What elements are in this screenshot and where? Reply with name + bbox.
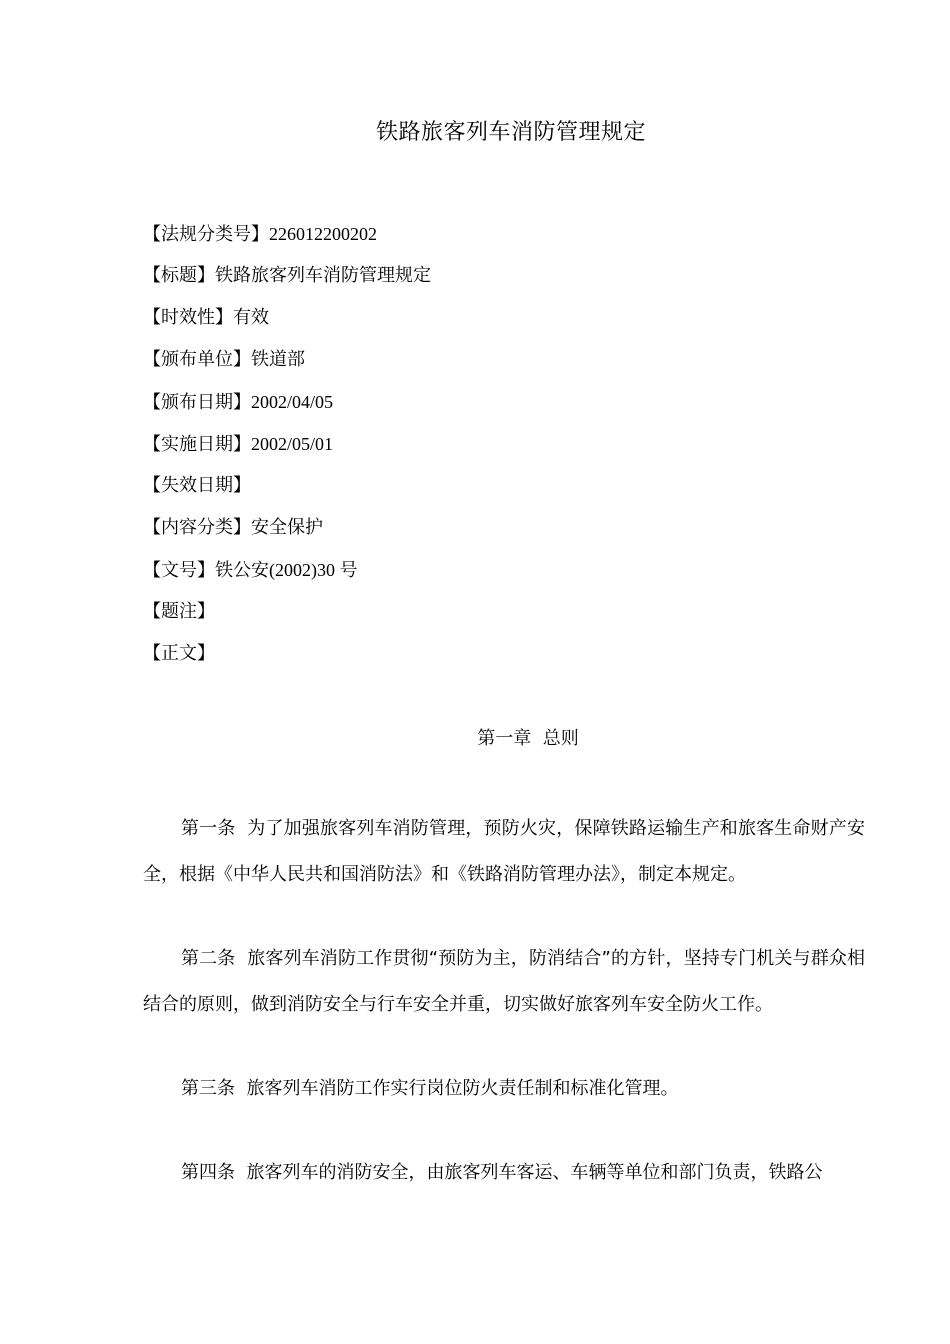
metadata-list	[143, 219, 863, 681]
metadata-value: 2002/05/01	[251, 434, 334, 454]
article-paragraph: 第三条 旅客列车消防工作实行岗位防火责任制和标准化管理。	[181, 1078, 679, 1099]
metadata-row-effective-date	[143, 429, 863, 471]
metadata-value: 有效	[233, 307, 269, 328]
metadata-row-body	[143, 639, 863, 681]
metadata-label: 【颁布单位】	[143, 349, 251, 370]
article-paragraph: 第四条 旅客列车的消防安全，由旅客列车客运、车辆等单位和部门负责，铁路公	[181, 1162, 823, 1183]
article-paragraph: 第二条 旅客列车消防工作贯彻“预防为主，防消结合”的方针，坚持专门机关与群众相结合的原则，做到消防安全与行车安全并重，切实做好旅客列车安全防火工作。	[143, 948, 865, 1015]
metadata-value: 安全保护	[251, 517, 323, 538]
metadata-row-document-number	[143, 555, 863, 597]
metadata-row-annotation	[143, 597, 863, 639]
metadata-row-content-category	[143, 513, 863, 555]
metadata-row-issue-date	[143, 387, 863, 429]
metadata-row-validity	[143, 303, 863, 345]
metadata-label: 【法规分类号】	[143, 224, 269, 245]
metadata-value: 铁路旅客列车消防管理规定	[215, 265, 431, 286]
metadata-value: 226012200202	[269, 224, 377, 244]
metadata-row-issuer	[143, 345, 863, 387]
metadata-label: 【标题】	[143, 265, 215, 286]
metadata-label: 【失效日期】	[143, 475, 251, 496]
metadata-label: 【实施日期】	[143, 434, 251, 455]
metadata-label: 【正文】	[143, 643, 215, 664]
article-paragraph: 第一条 为了加强旅客列车消防管理，预防火灾，保障铁路运输生产和旅客生命财产安全，根据《中华人民共和国消防法》和《铁路消防管理办法》，制定本规定。	[143, 818, 865, 885]
chapter-heading: 第一章 总则	[477, 728, 579, 749]
body-text	[143, 806, 865, 1234]
metadata-label: 【时效性】	[143, 307, 233, 328]
metadata-row-title	[143, 261, 863, 303]
metadata-label: 【文号】	[143, 560, 215, 581]
metadata-label: 【题注】	[143, 601, 215, 622]
metadata-value: 铁公安(2002)30 号	[215, 560, 358, 580]
metadata-value: 铁道部	[251, 349, 305, 370]
metadata-value: 2002/04/05	[251, 392, 334, 412]
metadata-label: 【内容分类】	[143, 517, 251, 538]
metadata-row-category-number	[143, 219, 863, 261]
metadata-label: 【颁布日期】	[143, 392, 251, 413]
metadata-row-expiry-date	[143, 471, 863, 513]
document-title: 铁路旅客列车消防管理规定	[375, 120, 646, 145]
